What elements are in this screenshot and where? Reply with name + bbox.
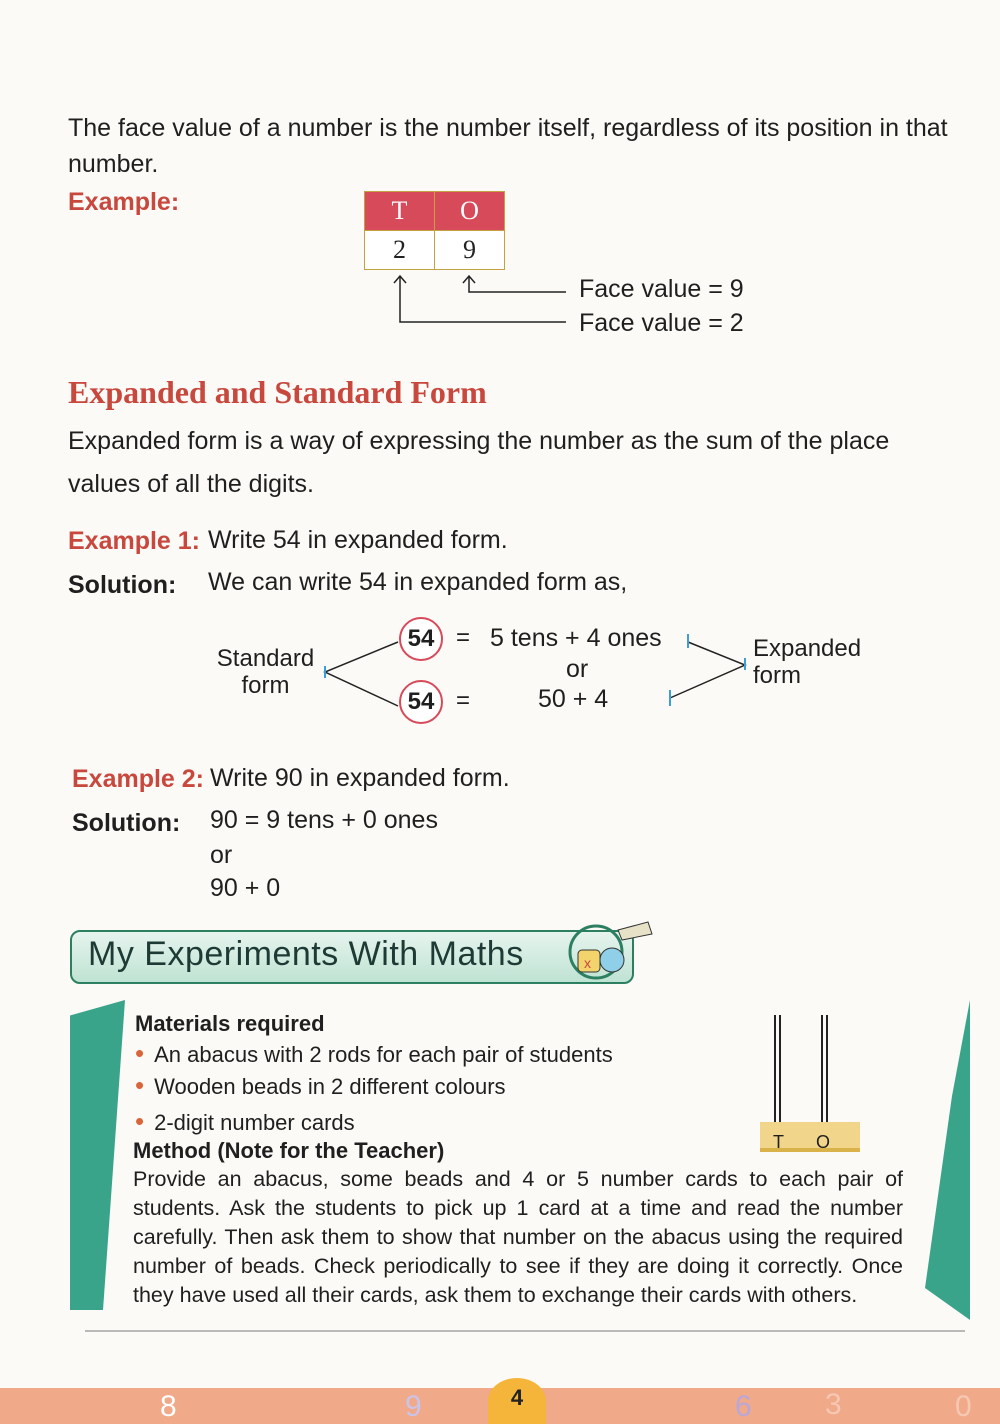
material-item: • 2-digit number cards [135,1106,613,1138]
place-value-table [364,191,505,270]
maths-tools-icon [548,912,658,982]
eq-bottom: = [456,687,471,714]
number-circle-top: 54 [399,617,443,661]
number-circle-bottom: 54 [399,680,443,724]
example1-solution-label: Solution: [68,571,177,599]
example1-solution-text: We can write 54 in expanded form as, [208,568,628,596]
ones-value: 9 [435,231,505,270]
tens-header: T [365,192,435,231]
example1-question: Write 54 in expanded form. [208,526,508,554]
example2-or: or [210,841,233,869]
experiments-banner-title: My Experiments With Maths [88,935,524,973]
footer-decor-3: 3 [825,1388,842,1421]
materials-list [135,1038,613,1138]
example2-line1: 90 = 9 tens + 0 ones [210,806,438,834]
expansion-line1: 5 tens + 4 ones [490,624,662,652]
abacus-tens-label: T [773,1132,784,1152]
material-item: • An abacus with 2 rods for each pair of students [135,1038,613,1070]
section-definition: Expanded form is a way of expressing the number as the sum of the place values of all the digits. [68,427,890,498]
standard-form-label [213,645,318,699]
abacus-ones-label: O [816,1132,831,1152]
abacus-illustration [755,1010,865,1155]
svg-text:x: x [584,955,591,971]
standard-label-line2: form [241,672,290,699]
footer-decor-0: 0 [955,1390,972,1423]
expansion-line2: 50 + 4 [538,685,609,713]
ones-header: O [435,192,505,231]
example2-solution-label: Solution: [72,809,181,837]
example2-label: Example 2: [72,765,205,793]
example2-question: Write 90 in expanded form. [210,764,510,792]
footer-decor-8: 8 [160,1390,177,1423]
expansion-or: or [566,655,589,683]
footer-decor-6: 6 [735,1390,752,1423]
panel-bottom-rule [85,1330,965,1332]
footer-decor-9: 9 [405,1390,422,1423]
expanded-form-label [753,635,861,689]
expanded-label-line1: Expanded [753,635,862,662]
face-value-arrows [380,270,580,335]
section-heading: Expanded and Standard Form [68,374,487,410]
standard-label-line1: Standard [216,645,315,672]
panel-accent-right [925,1000,970,1320]
panel-accent-left [70,1000,125,1310]
face-value-tens-label: Face value = 2 [579,309,744,337]
example-label: Example: [68,188,180,216]
expanded-label-line2: form [753,662,801,689]
tens-value: 2 [365,231,435,270]
example2-line2: 90 + 0 [210,874,281,902]
eq-top: = [456,624,471,651]
material-item: • Wooden beads in 2 different colours [135,1070,613,1102]
intro-paragraph: The face value of a number is the number itself, regardless of its position in that number. [68,114,948,178]
page-number: 4 [488,1378,546,1424]
example1-label: Example 1: [68,527,201,555]
face-value-ones-label: Face value = 9 [579,275,744,303]
method-text: Provide an abacus, some beads and 4 or 5 number cards to each pair of students. Ask the students to pick up 1 card at a time and read the number carefully. Then ask them to show that number on the abacus using the required number of beads. Check periodically to see if they are doing it correctly. Once they have used all their cards, ask them to exchange their cards with others. [133,1167,903,1307]
materials-title: Materials required [135,1011,325,1036]
method-title: Method (Note for the Teacher) [133,1138,445,1163]
